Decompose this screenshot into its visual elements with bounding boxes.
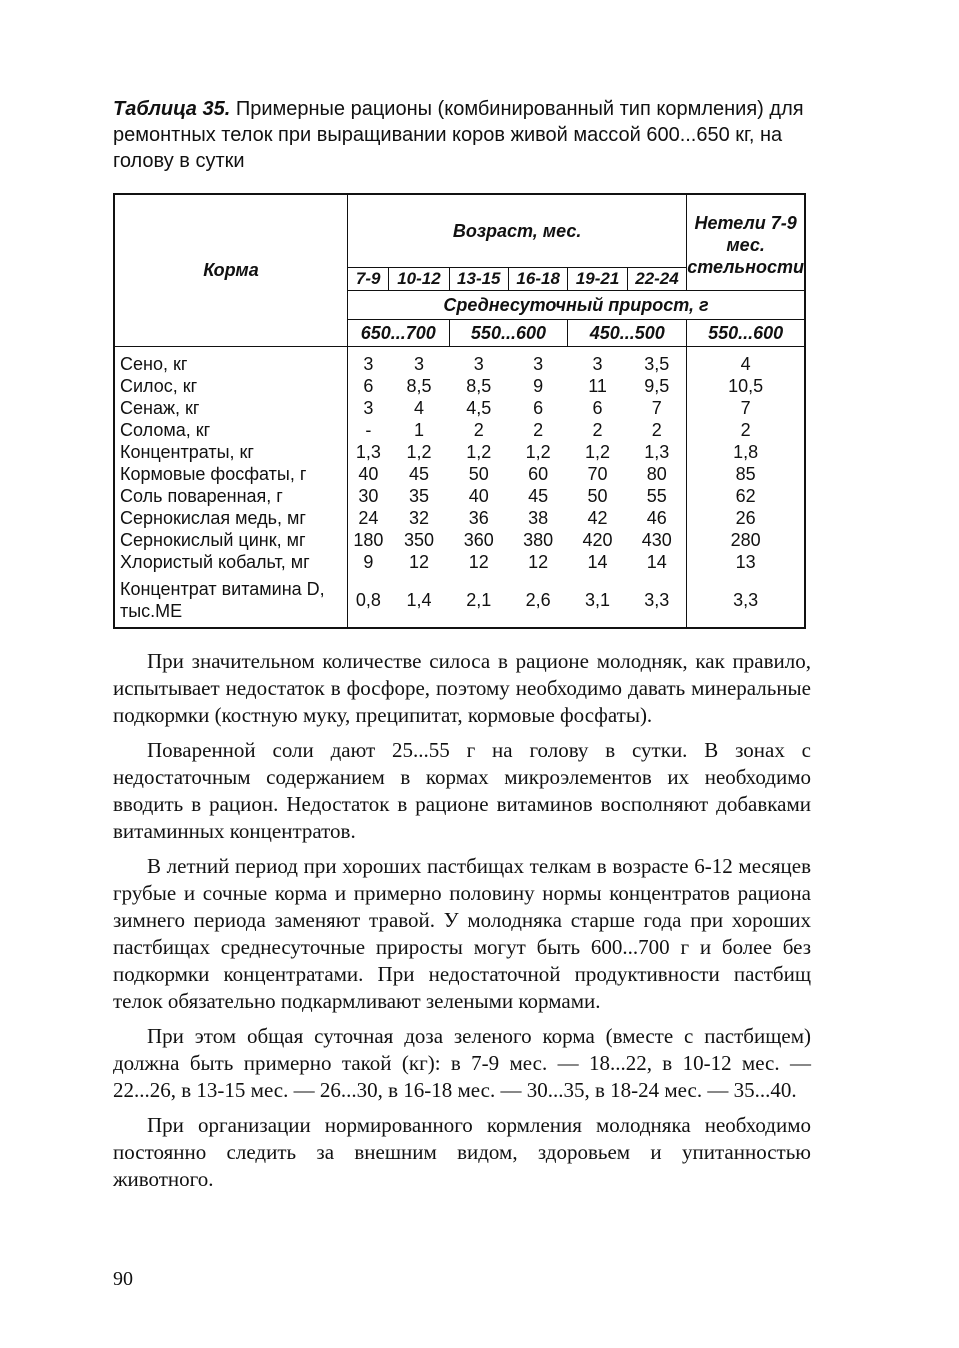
value-cell: 2 — [533, 420, 544, 440]
ration-table-wrapper — [113, 193, 806, 629]
paragraph: При организации нормированного кормления молодняка необходимо постоянно следить за внешним видом, здоровьем и упитанностью животного. — [113, 1113, 811, 1191]
table-row — [114, 375, 805, 397]
value-cell: 1,3 — [644, 442, 670, 462]
value-cell: 9 — [363, 552, 374, 572]
value-cell: 30 — [358, 486, 379, 506]
table-row — [114, 485, 805, 507]
table-row — [114, 397, 805, 419]
header-month: 19-21 — [568, 268, 627, 291]
value-cell: 350 — [403, 530, 434, 550]
value-cell: 26 — [687, 507, 805, 529]
header-gain-range: 550...600 — [449, 320, 568, 347]
value-cell: 3 — [473, 354, 484, 374]
value-cell: 280 — [687, 529, 805, 551]
value-cell: 9,5 — [644, 376, 670, 396]
paragraph: В летний период при хороших пастбищах телкам в возрасте 6-12 месяцев грубые и сочные корма и примерно половину нормы концентратов рациона зимнего периода заменяют травой. У молодняка старше года при хороших пастбищах среднесуточные приросты могут быть 600...700 г и более без подкормки концентратами. При недостаточной продуктивности пастбищ телок обязательно подкармливают зелеными кормами. — [113, 854, 811, 1013]
body-text — [113, 648, 811, 1201]
value-cell: 1,4 — [406, 590, 432, 610]
feed-name-cell: Сенаж, кг — [114, 397, 348, 419]
value-cell: - — [365, 420, 372, 440]
value-cell: 3 — [363, 354, 374, 374]
feed-name-cell: Кормовые фосфаты, г — [114, 463, 348, 485]
paragraph: При этом общая суточная доза зеленого корма (вместе с пастбищем) должна быть примерно такой (кг): в 7-9 мес. — 18...22, в 10-12 мес. — 22...26, в 13-15 мес. — 26...30, в 16-18 мес. — 30...35, в 18-24 мес. — 35...40. — [113, 1024, 811, 1102]
feed-name-cell: Сернокислый цинк, мг — [114, 529, 348, 551]
feed-name-cell: Соль поваренная, г — [114, 485, 348, 507]
value-cell: 40 — [468, 486, 489, 506]
value-cell: 12 — [468, 552, 489, 572]
value-cell: 2 — [592, 420, 603, 440]
value-cell: 85 — [687, 463, 805, 485]
header-gain-range: 650...700 — [348, 320, 450, 347]
value-cell: 36 — [468, 508, 489, 528]
table-row — [114, 463, 805, 485]
table-body — [114, 347, 805, 629]
value-cell: 0,8 — [355, 590, 381, 610]
value-cell: 13 — [687, 551, 805, 573]
table-header — [114, 194, 805, 347]
value-cell: 3 — [533, 354, 544, 374]
value-cell: 45 — [408, 464, 429, 484]
value-cell: 420 — [582, 530, 613, 550]
table-row — [114, 573, 805, 628]
table-row — [114, 551, 805, 573]
header-gain-range: 550...600 — [687, 320, 805, 347]
value-cell: 8,5 — [466, 376, 492, 396]
header-feed: Корма — [114, 194, 348, 347]
value-cell: 2,1 — [466, 590, 492, 610]
header-daily-gain: Среднесуточный прирост, г — [348, 291, 806, 320]
value-cell: 14 — [646, 552, 667, 572]
value-cell: 1,8 — [687, 441, 805, 463]
value-cell: 3,3 — [644, 590, 670, 610]
value-cell: 12 — [528, 552, 549, 572]
header-month: 22-24 — [627, 268, 686, 291]
value-cell: 1,2 — [585, 442, 611, 462]
value-cell: 6 — [533, 398, 544, 418]
value-cell: 35 — [408, 486, 429, 506]
header-month: 10-12 — [389, 268, 449, 291]
value-cell: 9 — [533, 376, 544, 396]
value-cell: 6 — [363, 376, 374, 396]
header-month: 13-15 — [449, 268, 508, 291]
value-cell: 7 — [687, 397, 805, 419]
table-row — [114, 419, 805, 441]
feed-name-cell: Хлористый кобальт, мг — [114, 551, 348, 573]
value-cell: 42 — [587, 508, 608, 528]
value-cell: 40 — [358, 464, 379, 484]
value-cell: 2,6 — [525, 590, 551, 610]
value-cell: 60 — [528, 464, 549, 484]
value-cell: 1,3 — [355, 442, 381, 462]
paragraph: Поваренной соли дают 25...55 г на голову в сутки. В зонах с недостаточным содержанием в кормах микроэлементов их необходимо вводить в рацион. Недостаток в рационе витаминов восполняют добавками витаминных концентратов. — [113, 738, 811, 843]
value-cell: 4 — [413, 398, 424, 418]
value-cell: 2 — [651, 420, 662, 440]
feed-name-cell: Концентрат витамина D, тыс.МЕ — [114, 573, 348, 628]
value-cell: 2 — [687, 419, 805, 441]
table-caption — [113, 96, 813, 174]
value-cell: 3 — [592, 354, 603, 374]
value-cell: 180 — [353, 530, 384, 550]
value-cell: 8,5 — [406, 376, 432, 396]
feed-name-cell: Солома, кг — [114, 419, 348, 441]
value-cell: 1,2 — [406, 442, 432, 462]
value-cell: 46 — [646, 508, 667, 528]
value-cell: 3,1 — [585, 590, 611, 610]
table-caption-text: Примерные рационы (комбинированный тип кормления) для ремонтных телок при выращивании коров живой массой 600...650 кг, на голову в сутки — [113, 98, 804, 172]
value-cell: 38 — [528, 508, 549, 528]
value-cell: 62 — [687, 485, 805, 507]
value-cell: 24 — [358, 508, 379, 528]
value-cell: 14 — [587, 552, 608, 572]
header-age: Возраст, мес. — [348, 194, 687, 268]
value-cell: 12 — [408, 552, 429, 572]
value-cell: 45 — [528, 486, 549, 506]
header-heifer: Нетели 7-9 мес. стельности — [687, 194, 805, 291]
header-month: 7-9 — [348, 268, 389, 291]
value-cell: 3,5 — [644, 354, 670, 374]
header-month: 16-18 — [508, 268, 567, 291]
value-cell: 1,2 — [525, 442, 551, 462]
value-cell: 7 — [651, 398, 662, 418]
feed-name-cell: Концентраты, кг — [114, 441, 348, 463]
value-cell: 50 — [468, 464, 489, 484]
table-caption-label: Таблица 35. — [113, 98, 231, 120]
value-cell: 3 — [363, 398, 374, 418]
table-row — [114, 347, 805, 376]
feed-name-cell: Сено, кг — [114, 347, 348, 376]
value-cell: 380 — [523, 530, 554, 550]
value-cell: 3 — [413, 354, 424, 374]
value-cell: 4,5 — [466, 398, 492, 418]
value-cell: 6 — [592, 398, 603, 418]
table-row — [114, 441, 805, 463]
value-cell: 11 — [588, 376, 607, 396]
feed-name-cell: Силос, кг — [114, 375, 348, 397]
table-row — [114, 507, 805, 529]
value-cell: 80 — [646, 464, 667, 484]
page-number: 90 — [113, 1268, 133, 1290]
header-gain-range: 450...500 — [568, 320, 687, 347]
value-cell: 4 — [687, 347, 805, 376]
table-row — [114, 529, 805, 551]
feed-name-cell: Сернокислая медь, мг — [114, 507, 348, 529]
value-cell: 2 — [473, 420, 484, 440]
value-cell: 10,5 — [687, 375, 805, 397]
value-cell: 70 — [587, 464, 608, 484]
value-cell: 55 — [646, 486, 667, 506]
value-cell: 32 — [408, 508, 429, 528]
paragraph: При значительном количестве силоса в рационе молодняк, как правило, испытывает недостаток в фосфоре, поэтому необходимо давать минеральные подкормки (костную муку, преципитат, кормовые фосфаты). — [113, 649, 811, 727]
value-cell: 430 — [641, 530, 672, 550]
value-cell: 1,2 — [466, 442, 492, 462]
value-cell: 3,3 — [687, 573, 805, 628]
value-cell: 1 — [413, 420, 424, 440]
ration-table — [113, 193, 806, 629]
value-cell: 360 — [463, 530, 494, 550]
value-cell: 50 — [587, 486, 608, 506]
